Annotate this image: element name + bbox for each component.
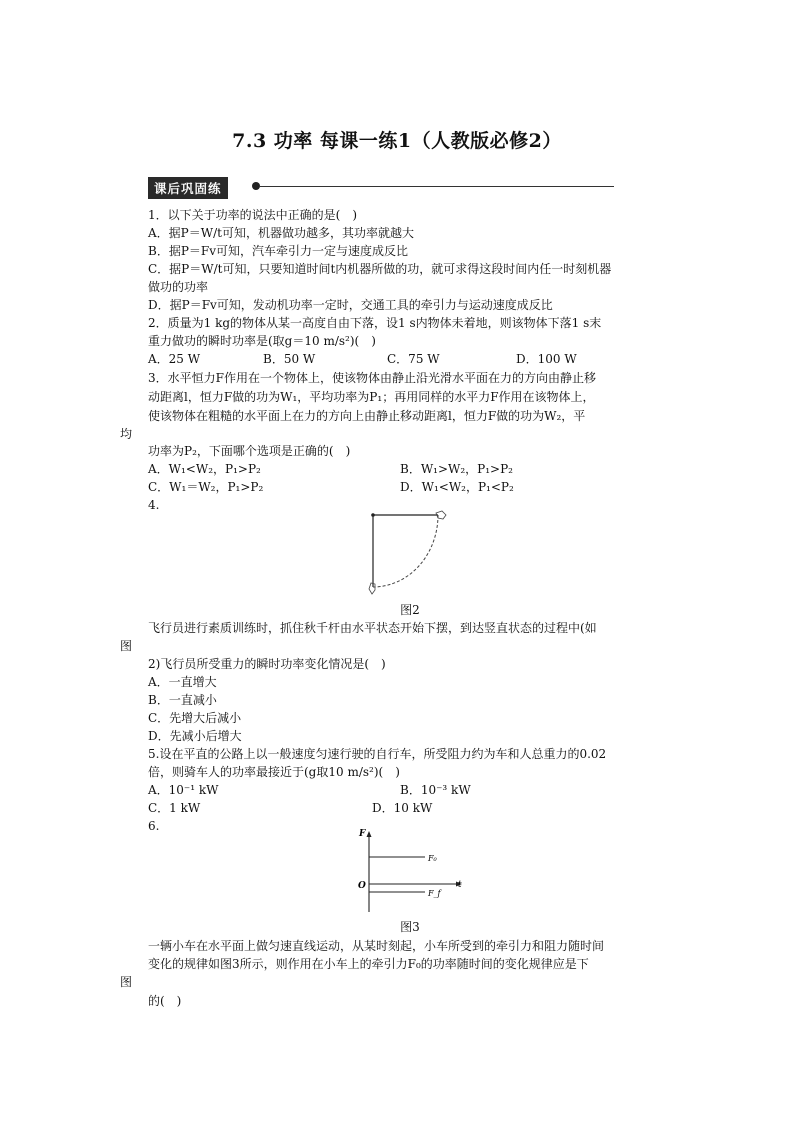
q2-option-d: D．100 W xyxy=(516,352,577,366)
y-axis-label: F xyxy=(359,829,366,839)
q3-option-c: C．W₁＝W₂，P₁>P₂ xyxy=(148,480,264,494)
q1-option-b: B．据P＝Fv可知，汽车牵引力一定与速度成反比 xyxy=(148,244,408,258)
q3-option-b: B．W₁>W₂，P₁>P₂ xyxy=(400,462,513,476)
force-time-graph xyxy=(355,828,470,916)
pilot-bottom-icon xyxy=(369,583,375,594)
page-title: 7.3 功率 每课一练1（人教版必修2） xyxy=(232,130,562,152)
q3-stem-line4: 功率为P₂，下面哪个选项是正确的( ) xyxy=(148,444,351,458)
q4-option-a: A．一直增大 xyxy=(148,675,217,689)
q4-option-d: D．先减小后增大 xyxy=(148,729,242,743)
q1-option-c-line1: C．据P＝W/t可知，只要知道时间t内机器所做的功，就可求得这段时间内任一时刻机器 xyxy=(148,262,612,276)
q5-option-d: D．10 kW xyxy=(372,801,433,815)
q4-figure-caption: 图2 xyxy=(400,603,420,617)
q6-stem-line1: 一辆小车在水平面上做匀速直线运动，从某时刻起，小车所受到的牵引力和阻力随时间 xyxy=(148,939,605,953)
q6-number: 6. xyxy=(148,819,160,833)
q3-option-d: D．W₁<W₂，P₁<P₂ xyxy=(400,480,514,494)
q3-stem-wrap: 均 xyxy=(120,427,133,441)
q3-option-a: A．W₁<W₂，P₁>P₂ xyxy=(148,462,261,476)
q2-stem-line2: 重力做功的瞬时功率是(取g＝10 m/s²)( ) xyxy=(148,334,376,348)
q4-stem-line2: 2)飞行员所受重力的瞬时功率变化情况是( ) xyxy=(148,657,386,671)
q5-option-a: A．10⁻¹ kW xyxy=(148,783,219,797)
q4-stem-line1: 飞行员进行素质训练时，抓住秋千杆由水平状态开始下摆，到达竖直状态的过程中(如 xyxy=(148,621,597,635)
q1-option-a: A．据P＝W/t可知，机器做功越多，其功率就越大 xyxy=(148,226,414,240)
q2-option-a: A．25 W xyxy=(148,352,201,366)
q2-option-c: C．75 W xyxy=(387,352,440,366)
q2-stem-line1: 2．质量为1 kg的物体从某一高度自由下落，设1 s内物体未着地，则该物体下落1 s末 xyxy=(148,316,602,330)
q2-option-b: B．50 W xyxy=(263,352,316,366)
q3-stem-line1: 3．水平恒力F作用在一个物体上，使该物体由静止沿光滑水平面在力的方向由静止移 xyxy=(148,371,596,385)
bullet-dot-icon xyxy=(252,182,260,190)
q4-stem-wrap: 图 xyxy=(120,639,133,653)
q6-figure-caption: 图3 xyxy=(400,920,420,934)
origin-label: O xyxy=(358,881,366,891)
q5-stem-line2: 倍，则骑车人的功率最接近于(g取10 m/s²)( ) xyxy=(148,765,400,779)
q5-option-c: C．1 kW xyxy=(148,801,201,815)
y-axis-arrow-icon xyxy=(367,831,372,837)
q1-option-d: D．据P＝Fv可知，发动机功率一定时，交通工具的牵引力与运动速度成反比 xyxy=(148,298,553,312)
x-axis-label: t xyxy=(458,880,462,890)
q1-stem: 1．以下关于功率的说法中正确的是( ) xyxy=(148,208,357,222)
q5-option-b: B．10⁻³ kW xyxy=(400,783,471,797)
section-header xyxy=(148,177,468,197)
q4-option-c: C．先增大后减小 xyxy=(148,711,242,725)
q6-stem-line3: 的( ) xyxy=(148,994,182,1008)
q6-stem-line2: 变化的规律如图3所示，则作用在小车上的牵引力F₀的功率随时间的变化规律应是下 xyxy=(148,957,589,971)
swing-figure xyxy=(360,505,460,600)
q1-option-c-line2: 做功的功率 xyxy=(148,280,209,294)
q5-stem-line1: 5.设在平直的公路上以一般速度匀速行驶的自行车，所受阻力约为车和人总重力的0.02 xyxy=(148,747,607,761)
swing-arc xyxy=(373,515,438,587)
f0-label: F₀ xyxy=(428,854,437,863)
q6-stem-wrap: 图 xyxy=(120,975,133,989)
ff-label: F_f xyxy=(428,889,441,898)
q3-stem-line2: 动距离l，恒力F做的功为W₁，平均功率为P₁；再用同样的水平力F作用在该物体上， xyxy=(148,390,595,404)
section-divider xyxy=(260,186,614,187)
section-label: 课后巩固练 xyxy=(148,177,228,199)
pivot-point xyxy=(371,513,375,517)
q4-option-b: B．一直减小 xyxy=(148,693,217,707)
q3-stem-line3: 使该物体在粗糙的水平面上在力的方向上由静止移动距离l，恒力F做的功为W₂，平 xyxy=(148,409,586,423)
q4-number: 4. xyxy=(148,498,160,512)
